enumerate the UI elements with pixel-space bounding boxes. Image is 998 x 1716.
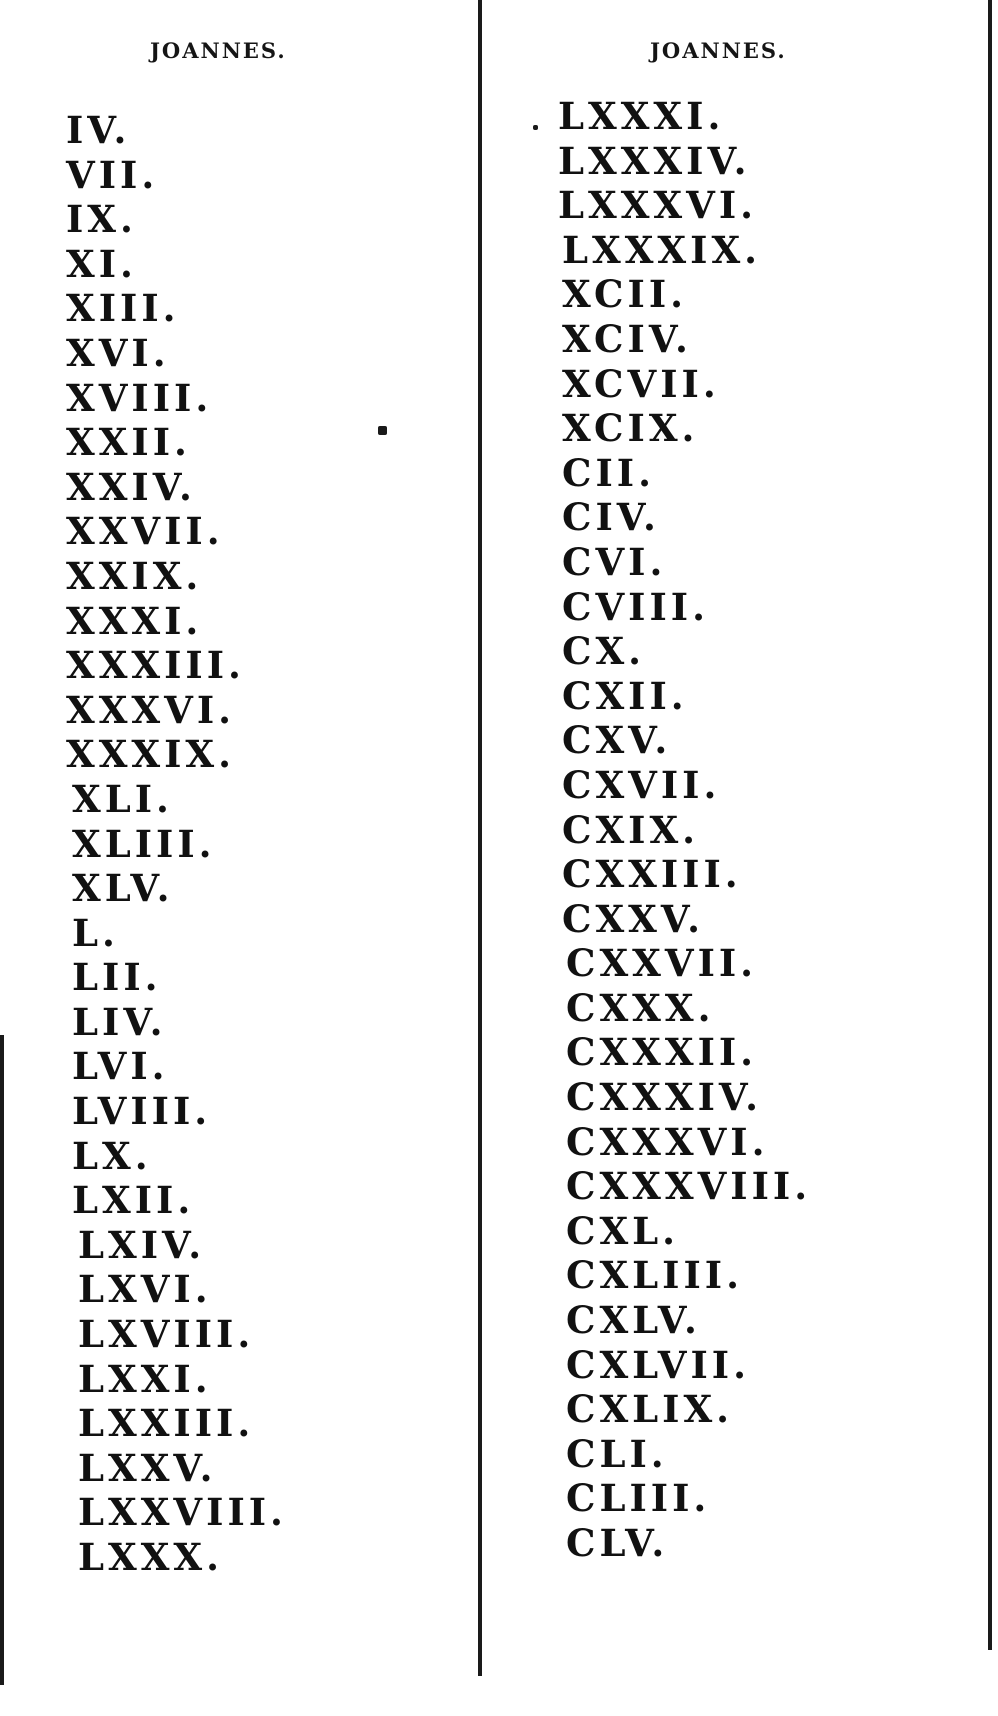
chapter-numeral: LXVI. [78,1267,212,1312]
chapter-numeral: LII. [72,955,162,1000]
chapter-numeral: IV. [66,108,131,152]
chapter-numeral: XLV. [72,866,174,911]
column-divider-rule [478,0,482,1676]
chapter-numeral: VII. [66,152,159,197]
chapter-numeral: CXXXII. [566,1030,758,1075]
chapter-numeral: LVI. [72,1044,169,1089]
chapter-numeral: CXIX. [562,807,700,852]
chapter-numeral: CIV. [562,495,660,540]
chapter-numeral: XXIV. [66,464,196,509]
chapter-numeral: XCIX. [562,406,699,451]
chapter-numeral: CXXVII. [566,941,758,986]
chapter-numeral: XLI. [72,776,173,821]
right-border-rule [988,0,992,1650]
chapter-numeral: LXVIII. [78,1312,255,1357]
chapter-numeral: LVIII. [72,1089,212,1134]
ink-speck [533,125,538,130]
chapter-numeral: CXXV. [562,896,704,941]
chapter-numeral: XXII. [66,420,191,465]
chapter-numeral: CXLV. [566,1298,701,1343]
chapter-numeral: LXXIII. [78,1401,255,1446]
chapter-numeral: CXXXIV. [566,1075,762,1120]
chapter-numeral: LXXXVI. [558,183,758,228]
chapter-numeral: CLI. [566,1431,668,1476]
chapter-numeral: LXXVIII. [78,1490,287,1535]
chapter-numeral: XXXIX. [66,732,236,777]
chapter-numeral: XLIII. [72,821,216,866]
chapter-numeral: CXL. [566,1208,680,1253]
chapter-numeral: CVIII. [562,584,709,629]
left-column-heading: JOANNES. [150,38,287,63]
chapter-numeral: XCIV. [562,316,692,361]
chapter-numeral: CXV. [562,718,672,763]
chapter-numeral: CII. [562,450,655,495]
chapter-numeral: IX. [66,197,137,242]
chapter-numeral: CXVII. [562,762,721,807]
left-border-rule [0,1035,4,1685]
chapter-numeral: L. [72,910,119,955]
chapter-numeral: XXXVI. [66,687,236,732]
chapter-numeral: CXII. [562,673,688,718]
chapter-numeral: XXIX. [66,553,203,598]
chapter-numeral: XVI. [66,330,170,375]
chapter-numeral: CXXX. [566,985,715,1030]
chapter-numeral: LXXI. [78,1356,212,1401]
chapter-numeral: LIV. [72,999,167,1044]
chapter-numeral: CXXXVIII. [566,1164,812,1209]
chapter-numeral: XXVII. [66,509,224,554]
chapter-numeral: XXXI. [66,598,203,643]
chapter-numeral: XCII. [562,272,688,317]
left-column-list [66,108,446,1580]
chapter-numeral: CLIII. [566,1476,711,1521]
chapter-numeral: XXXIII. [66,643,245,688]
chapter-numeral: XCVII. [562,361,720,406]
right-column-list [558,94,978,1566]
chapter-numeral: CVI. [562,539,667,584]
chapter-numeral: CXLIX. [566,1387,734,1432]
chapter-numeral: CLV. [566,1521,669,1565]
chapter-numeral: XI. [66,241,137,286]
chapter-numeral: LXXXIV. [558,138,751,183]
chapter-numeral: CXXIII. [562,852,742,897]
chapter-numeral: CXLVII. [566,1342,750,1387]
chapter-numeral: LXXXI. [558,94,725,138]
chapter-numeral: CXXXVI. [566,1119,769,1164]
right-column-heading: JOANNES. [650,38,787,63]
chapter-numeral: LXIV. [78,1222,206,1267]
chapter-numeral: LXXX. [78,1535,224,1579]
chapter-numeral: CXLIII. [566,1253,743,1298]
chapter-numeral: XVIII. [66,375,213,420]
chapter-numeral: LXXXIX. [562,227,762,272]
chapter-numeral: LX. [72,1133,152,1178]
chapter-numeral: LXXV. [78,1445,217,1490]
chapter-numeral: LXII. [72,1178,195,1223]
chapter-numeral: CX. [562,629,646,674]
chapter-numeral: XIII. [66,286,180,331]
